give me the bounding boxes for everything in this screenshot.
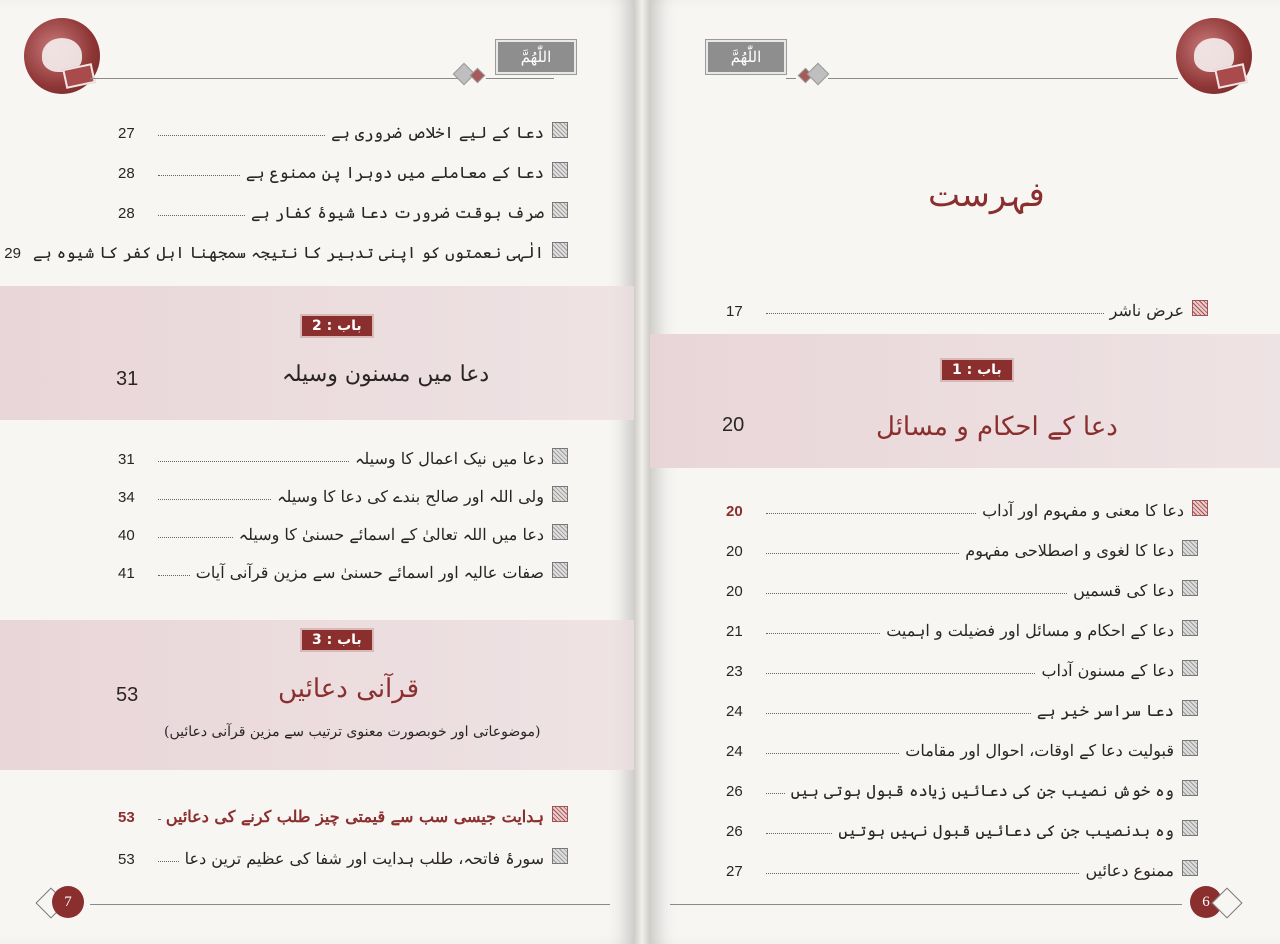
toc-entry-page: 24 [726, 703, 743, 720]
bullet-icon [1182, 780, 1198, 796]
bullet-icon [1182, 540, 1198, 556]
toc-entry-page: 21 [726, 623, 743, 640]
toc-entry-title: دعا کے لیے اخلاص ضروری ہے [331, 123, 544, 142]
toc-entry-page: 27 [726, 863, 743, 880]
toc-entry[interactable] [118, 118, 568, 142]
page-title: فہرست [928, 175, 1045, 215]
dua-hands-ornament [24, 18, 100, 94]
footer-rule [90, 904, 610, 905]
toc-entry-title: وہ بدنصیب جن کی دعائیں قبول نہیں ہوتیں [838, 821, 1174, 840]
toc-entry-page: 23 [726, 663, 743, 680]
leader-dots [766, 513, 976, 514]
toc-entry-title: ولی اللہ اور صالح بندے کی دعا کا وسیلہ [277, 487, 544, 506]
toc-entry-title: عرض ناشر [1109, 301, 1184, 320]
bullet-icon [1182, 740, 1198, 756]
toc-entry[interactable] [726, 576, 1198, 600]
bullet-icon [552, 848, 568, 864]
toc-entry-title: دعا کا لغوی و اصطلاحی مفہوم [965, 541, 1174, 560]
toc-entry-title: دعا سراسر خیر ہے [1036, 701, 1174, 720]
bullet-icon [1182, 860, 1198, 876]
toc-entry-page: 41 [118, 565, 135, 582]
leader-dots [158, 135, 325, 136]
toc-entry-title: صرف بوقت ضرورت دعا شیوۂ کفار ہے [250, 203, 544, 222]
bullet-icon [552, 524, 568, 540]
diamond-ornament-icon [807, 63, 830, 86]
toc-entry-page: 24 [726, 743, 743, 760]
toc-entry-title: دعا میں اللہ تعالیٰ کے اسمائے حسنیٰ کا وسیلہ [238, 525, 544, 544]
bullet-icon [552, 242, 568, 258]
toc-entry-title: دعا کے احکام و مسائل اور فضیلت و اہمیت [886, 621, 1174, 640]
toc-entry-page: 53 [118, 851, 135, 868]
header-rule [90, 78, 460, 79]
leader-dots [766, 713, 1031, 714]
toc-entry-title: قبولیت دعا کے اوقات، احوال اور مقامات [905, 741, 1174, 760]
bullet-icon [1182, 820, 1198, 836]
header-rule [486, 78, 554, 79]
footer-rule [670, 904, 1182, 905]
chapter-page: 53 [116, 684, 139, 706]
leader-dots [766, 833, 832, 834]
toc-entry[interactable] [118, 158, 568, 182]
toc-entry[interactable] [726, 776, 1198, 800]
leader-dots [158, 575, 190, 576]
toc-entry-title: وہ خوش نصیب جن کی دعائیں زیادہ قبول ہوتی ہیں [790, 781, 1174, 800]
chapter-label: باب : 1 [940, 358, 1014, 382]
toc-entry-page: 31 [118, 451, 135, 468]
toc-entry[interactable] [118, 482, 568, 506]
leader-dots [158, 537, 233, 538]
toc-entry-title: سورۂ فاتحہ، طلب ہدایت اور شفا کی عظیم ترین دعا [184, 849, 544, 868]
toc-entry-title: صفات عالیہ اور اسمائے حسنیٰ سے مزین قرآنی آیات [195, 563, 544, 582]
header-rule [828, 78, 1178, 79]
leader-dots [158, 861, 179, 862]
chapter-title[interactable]: دعا کے احکام و مسائل [876, 412, 1118, 442]
toc-entry-title: ممنوع دعائیں [1085, 861, 1174, 880]
toc-entry[interactable] [726, 536, 1198, 560]
toc-entry-title: دعا کی قسمیں [1073, 581, 1174, 600]
toc-entry[interactable] [726, 856, 1198, 880]
toc-entry[interactable] [726, 816, 1198, 840]
page-number: 7 [52, 886, 84, 918]
chapter-subtitle: (موضوعاتی اور خوبصورت معنوی ترتیب سے مزین قرآنی دعائیں) [164, 724, 541, 740]
leader-dots [766, 873, 1079, 874]
toc-entry[interactable] [4, 238, 568, 262]
toc-entry-title: دعا میں نیک اعمال کا وسیلہ [354, 449, 544, 468]
toc-entry[interactable] [118, 198, 568, 222]
toc-entry-page: 20 [726, 583, 743, 600]
chapter-label: باب : 2 [300, 314, 374, 338]
toc-entry[interactable] [726, 656, 1198, 680]
toc-entry[interactable] [726, 696, 1198, 720]
bullet-icon [1192, 300, 1208, 316]
leader-dots [766, 793, 785, 794]
header-badge: اللّٰهُمَّ [706, 40, 786, 74]
toc-entry-title: دعا کے معاملے میں دوہرا پن ممنوع ہے [245, 163, 544, 182]
leader-dots [766, 593, 1067, 594]
bullet-icon [1182, 700, 1198, 716]
bullet-icon [552, 562, 568, 578]
toc-entry-title: ہدایت جیسی سب سے قیمتی چیز طلب کرنے کی دعائیں [165, 807, 544, 826]
toc-entry[interactable] [726, 616, 1198, 640]
toc-entry-page: 53 [118, 809, 135, 826]
toc-entry-title: الٰہی نعمتوں کو اپنی تدبیر کا نتیجہ سمجھنا اہل کفر کا شیوہ ہے [32, 243, 544, 262]
leader-dots [766, 313, 1104, 314]
chapter-title[interactable]: دعا میں مسنون وسیلہ [282, 362, 490, 387]
toc-entry-page: 26 [726, 783, 743, 800]
leader-dots [766, 673, 1035, 674]
leader-dots [158, 175, 240, 176]
chapter-band [650, 334, 1280, 468]
toc-entry-page: 27 [118, 125, 135, 142]
toc-section[interactable] [726, 496, 1208, 520]
toc-entry[interactable] [118, 520, 568, 544]
toc-entry[interactable] [118, 558, 568, 582]
leader-dots [766, 553, 959, 554]
toc-entry-page: 20 [726, 543, 743, 560]
toc-entry-page: 17 [726, 303, 743, 320]
leader-dots [158, 215, 245, 216]
book-gutter [634, 0, 650, 944]
chapter-page: 20 [722, 414, 745, 436]
toc-entry-page: 26 [726, 823, 743, 840]
dua-hands-ornament [1176, 18, 1252, 94]
page-number: 6 [1190, 886, 1222, 918]
toc-entry[interactable] [118, 444, 568, 468]
chapter-band [0, 286, 634, 420]
toc-entry-page: 28 [118, 165, 135, 182]
bullet-icon [1182, 620, 1198, 636]
header-badge: اللّٰهُمَّ [496, 40, 576, 74]
right-page [650, 0, 1280, 944]
leader-dots [158, 499, 271, 500]
bullet-icon [552, 486, 568, 502]
bullet-icon [552, 202, 568, 218]
toc-entry-page: 29 [4, 245, 21, 262]
chapter-title[interactable]: قرآنی دعائیں [278, 674, 420, 704]
leader-dots [766, 753, 899, 754]
toc-entry-page: 40 [118, 527, 135, 544]
bullet-icon [552, 122, 568, 138]
leader-dots [158, 461, 349, 462]
toc-entry[interactable] [726, 296, 1208, 320]
toc-entry[interactable] [726, 736, 1198, 760]
leader-dots [158, 819, 160, 820]
toc-entry-page: 28 [118, 205, 135, 222]
bullet-icon [1182, 660, 1198, 676]
chapter-page: 31 [116, 368, 139, 390]
bullet-icon [552, 448, 568, 464]
toc-section-page: 20 [726, 503, 743, 520]
toc-entry-title: دعا کے مسنون آداب [1041, 661, 1174, 680]
chapter-label: باب : 3 [300, 628, 374, 652]
header-rule [786, 78, 796, 79]
leader-dots [766, 633, 880, 634]
toc-section-title: دعا کا معنی و مفہوم اور آداب [982, 501, 1184, 520]
toc-entry[interactable] [118, 802, 568, 826]
bullet-icon [1182, 580, 1198, 596]
bullet-icon [552, 162, 568, 178]
bullet-icon [552, 806, 568, 822]
left-page [0, 0, 634, 944]
toc-entry[interactable] [118, 844, 568, 868]
bullet-icon [1192, 500, 1208, 516]
toc-entry-page: 34 [118, 489, 135, 506]
